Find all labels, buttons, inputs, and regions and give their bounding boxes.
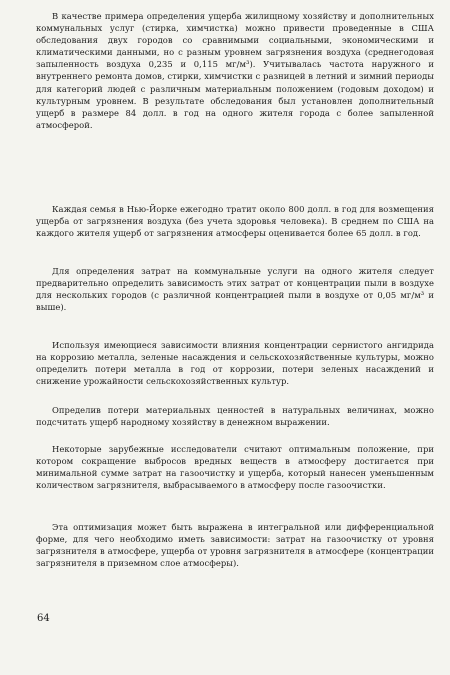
paragraph-optimization: Эта оптимизация может быть выражена в интегральной или дифференциальной форме, для чего необходимо иметь зависимости: затрат на газоочистку от уровня загрязнителя в атмосфере, ущерба от уровня загрязнителя в атмосфере (концентрации загрязнителя в приземном слое атмосферы). <box>36 522 434 569</box>
page-number: 64 <box>37 613 50 624</box>
paragraph-material-losses: Определив потери материальных ценностей в натуральных величинах, можно подсчитать ущерб народному хозяйству в денежном выражении. <box>36 405 434 428</box>
paragraph-damage-example: В качестве примера определения ущерба жилищному хозяйству и дополнительных коммунальных услуг (стирка, химчистка) можно привести проведенные в США обследования двух городов со сравнимыми социальными, экономическими и климатическими данными, но с разным уровнем загрязнения воздуха (среднегодовая запыленность воздуха 0,235 и 0,115 мг/м³). Учитывалась частота наружного и внутреннего ремонта домов, стирки, химчистки с разницей в летний и зимний периоды для категорий людей с различным материальным положением (годовым доходом) и культурным уровнем. В результате обследования был установлен дополнительный ущерб в размере 84 долл. в год на одного жителя города с более запыленной атмосферой. <box>36 11 434 130</box>
paragraph-new-york: Каждая семья в Нью-Йорке ежегодно тратит около 800 долл. в год для возмещения ущерба от загрязнения воздуха (без учета здоровья человека). В среднем по США на каждого жителя ущерб от загрязнения атмосферы оценивается более 65 долл. в год. <box>36 204 434 239</box>
paragraph-sulfur-dioxide: Используя имеющиеся зависимости влияния концентрации сернистого ангидрида на коррозию металла, зеленые насаждения и сельскохозяйственные культуры, можно определить потери металла в год от коррозии, потери зеленых насаждений и снижение урожайности сельскохозяйственных культур. <box>36 340 434 387</box>
paragraph-communal-costs: Для определения затрат на коммунальные услуги на одного жителя следует предварительно определить зависимость этих затрат от концентрации пыли в воздухе для нескольких городов (с различной концентрацией пыли в воздухе от 0,05 мг/м³ и выше). <box>36 266 434 313</box>
paragraph-foreign-research: Некоторые зарубежные исследователи считают оптимальным положение, при котором сокращение выбросов вредных веществ в атмосферу достигается при минимальной сумме затрат на газоочистку и ущерба, который нанесен уменьшенным количеством загрязнителя, выбрасываемого в атмосферу после газоочистки. <box>36 444 434 491</box>
